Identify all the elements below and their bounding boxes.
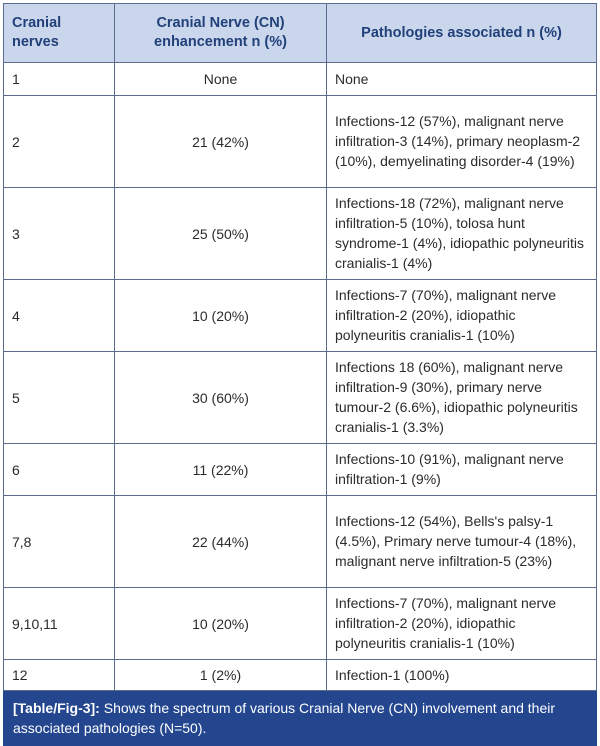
table-row xyxy=(4,444,597,496)
cranial-nerve-table xyxy=(3,3,597,691)
cell-pathologies: Infections-10 (91%), malignant nerve infiltration-1 (9%) xyxy=(327,444,597,496)
table-row xyxy=(4,496,597,588)
cell-nerve: 9,10,11 xyxy=(4,588,115,660)
table-figure xyxy=(3,3,597,746)
cell-pathologies: Infections-12 (57%), malignant nerve infiltration-3 (14%), primary neoplasm-2 (10%), demyelinating disorder-4 (19%) xyxy=(327,96,597,188)
table-row xyxy=(4,588,597,660)
cell-nerve: 4 xyxy=(4,280,115,352)
cell-enhancement: 11 (22%) xyxy=(115,444,327,496)
cell-nerve: 5 xyxy=(4,352,115,444)
header-pathologies: Pathologies associated n (%) xyxy=(327,4,597,63)
table-row xyxy=(4,280,597,352)
cell-enhancement: None xyxy=(115,63,327,96)
cell-enhancement: 21 (42%) xyxy=(115,96,327,188)
cell-nerve: 1 xyxy=(4,63,115,96)
cell-pathologies: Infections-7 (70%), malignant nerve infiltration-2 (20%), idiopathic polyneuritis cranialis-1 (10%) xyxy=(327,588,597,660)
cell-enhancement: 10 (20%) xyxy=(115,588,327,660)
cell-enhancement: 10 (20%) xyxy=(115,280,327,352)
caption-label: [Table/Fig-3]: xyxy=(13,700,100,716)
table-row xyxy=(4,352,597,444)
cell-nerve: 2 xyxy=(4,96,115,188)
cell-pathologies: Infections-12 (54%), Bells's palsy-1 (4.5%), Primary nerve tumour-4 (18%), malignant nerve infiltration-5 (23%) xyxy=(327,496,597,588)
cell-pathologies: Infections 18 (60%), malignant nerve infiltration-9 (30%), primary nerve tumour-2 (6.6%), idiopathic polyneuritis cranialis-1 (3.3%) xyxy=(327,352,597,444)
table-row xyxy=(4,96,597,188)
cell-enhancement: 30 (60%) xyxy=(115,352,327,444)
table-header-row xyxy=(4,4,597,63)
cell-pathologies: Infections-7 (70%), malignant nerve infiltration-2 (20%), idiopathic polyneuritis cranialis-1 (10%) xyxy=(327,280,597,352)
header-cranial-nerves: Cranial nerves xyxy=(4,4,115,63)
cell-pathologies: None xyxy=(327,63,597,96)
cell-enhancement: 1 (2%) xyxy=(115,660,327,691)
caption-text: Shows the spectrum of various Cranial Nerve (CN) involvement and their associated pathologies (N=50). xyxy=(13,700,556,736)
cell-nerve: 6 xyxy=(4,444,115,496)
cell-nerve: 3 xyxy=(4,188,115,280)
table-row xyxy=(4,188,597,280)
cell-nerve: 7,8 xyxy=(4,496,115,588)
cell-enhancement: 22 (44%) xyxy=(115,496,327,588)
table-caption xyxy=(3,691,597,746)
table-row xyxy=(4,63,597,96)
header-cn-enhancement: Cranial Nerve (CN) enhancement n (%) xyxy=(115,4,327,63)
cell-nerve: 12 xyxy=(4,660,115,691)
table-row xyxy=(4,660,597,691)
cell-pathologies: Infection-1 (100%) xyxy=(327,660,597,691)
cell-enhancement: 25 (50%) xyxy=(115,188,327,280)
cell-pathologies: Infections-18 (72%), malignant nerve infiltration-5 (10%), tolosa hunt syndrome-1 (4%), idiopathic polyneuritis cranialis-1 (4%) xyxy=(327,188,597,280)
